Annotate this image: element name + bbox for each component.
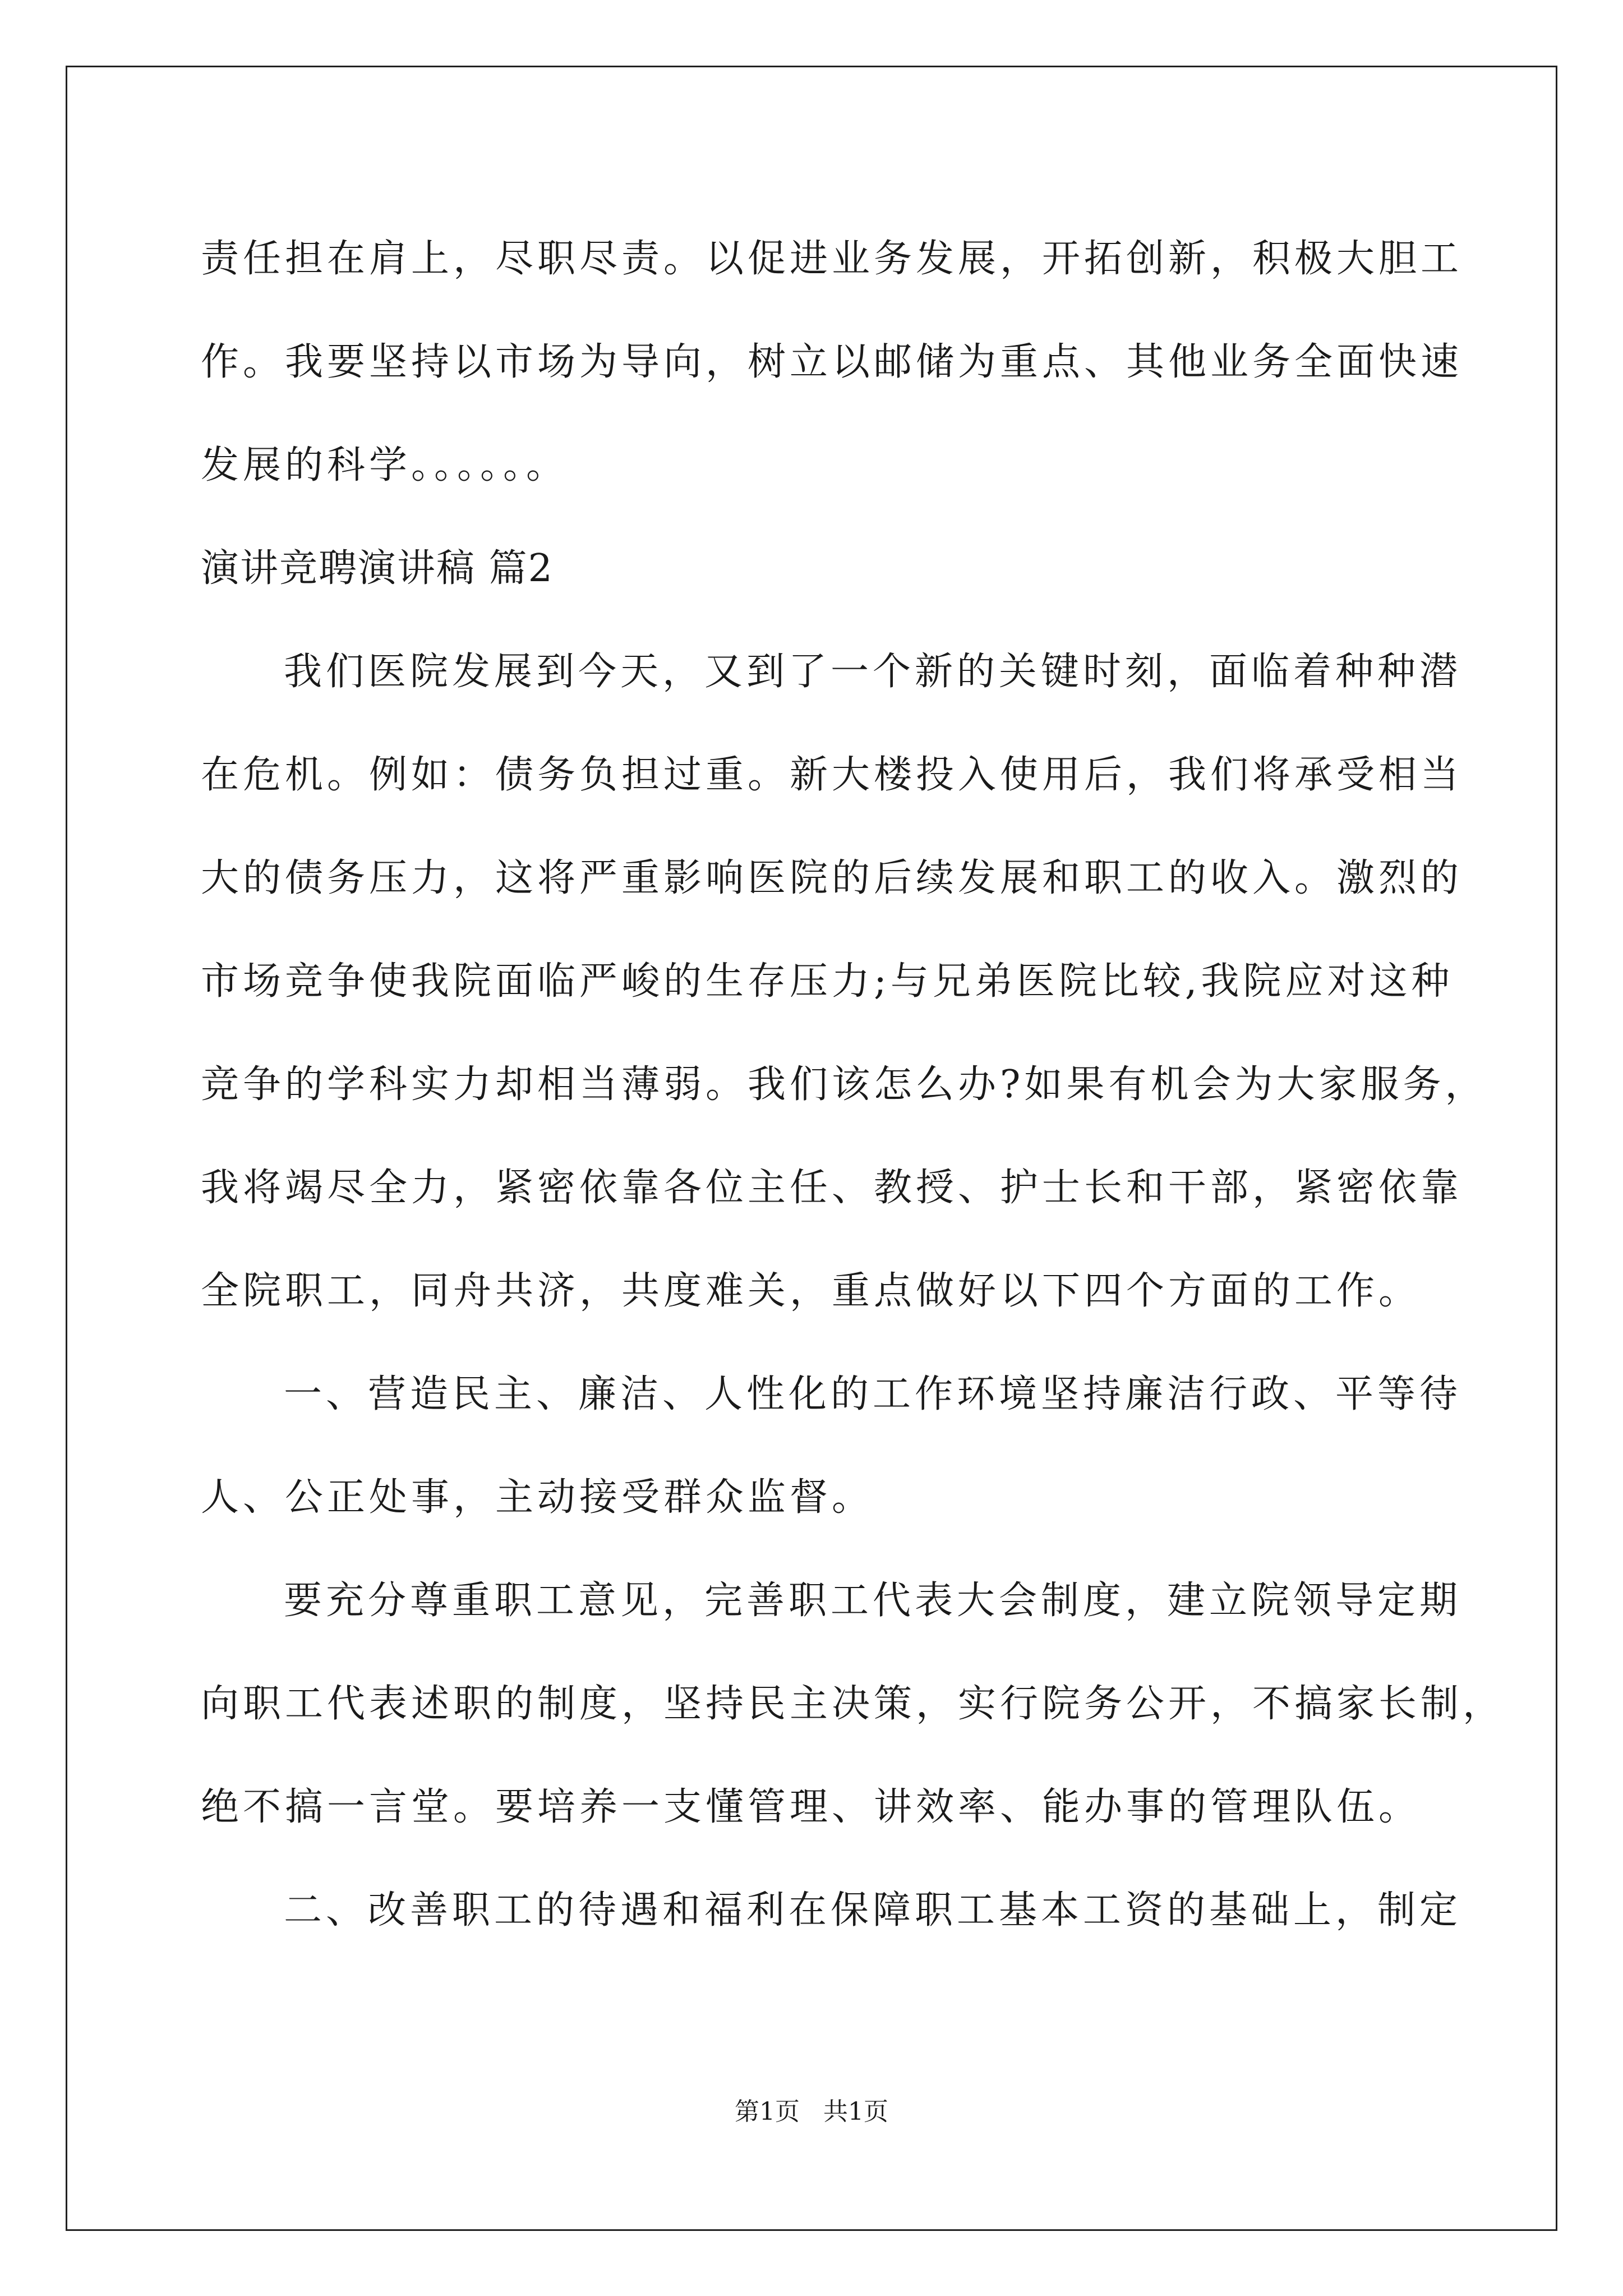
- text-line: 发展的科学。。。。。。: [201, 443, 569, 487]
- text-line: 作。我要坚持以市场为导向，树立以邮储为重点、其他业务全面快速: [201, 340, 1463, 384]
- text-line: 绝不搞一言堂。要培养一支懂管理、讲效率、能办事的管理队伍。: [201, 1785, 1421, 1829]
- page-footer: 第1页 共1页: [735, 2097, 888, 2126]
- document-body: [201, 208, 1505, 1962]
- text-line: 在危机。例如：债务负担过重。新大楼投入使用后，我们将承受相当: [201, 753, 1463, 797]
- text-line: 大的债务压力，这将严重影响医院的后续发展和职工的收入。激烈的: [201, 856, 1463, 900]
- text-line: 市场竞争使我院面临严峻的生存压力;与兄弟医院比较,我院应对这种: [201, 959, 1454, 1004]
- section-heading: 演讲竞聘演讲稿 篇2: [201, 546, 554, 591]
- text-line: 人、公正处事，主动接受群众监督。: [201, 1475, 874, 1520]
- text-line: 我们医院发展到今天，又到了一个新的关键时刻，面临着种种潜: [284, 650, 1462, 694]
- text-line: 向职工代表述职的制度，坚持民主决策，实行院务公开，不搞家长制，: [201, 1682, 1505, 1726]
- text-line: 责任担在肩上，尽职尽责。以促进业务发展，开拓创新，积极大胆工: [201, 237, 1463, 281]
- text-line: 二、改善职工的待遇和福利在保障职工基本工资的基础上，制定: [284, 1888, 1462, 1932]
- text-line: 全院职工，同舟共济，共度难关，重点做好以下四个方面的工作。: [201, 1269, 1421, 1313]
- text-line: 我将竭尽全力，紧密依靠各位主任、教授、护士长和干部，紧密依靠: [201, 1166, 1463, 1210]
- text-line: 竞争的学科实力却相当薄弱。我们该怎么办?如果有机会为大家服务，: [201, 1062, 1487, 1107]
- text-line: 要充分尊重职工意见，完善职工代表大会制度，建立院领导定期: [284, 1579, 1462, 1623]
- text-line: 一、营造民主、廉洁、人性化的工作环境坚持廉洁行政、平等待: [284, 1372, 1462, 1416]
